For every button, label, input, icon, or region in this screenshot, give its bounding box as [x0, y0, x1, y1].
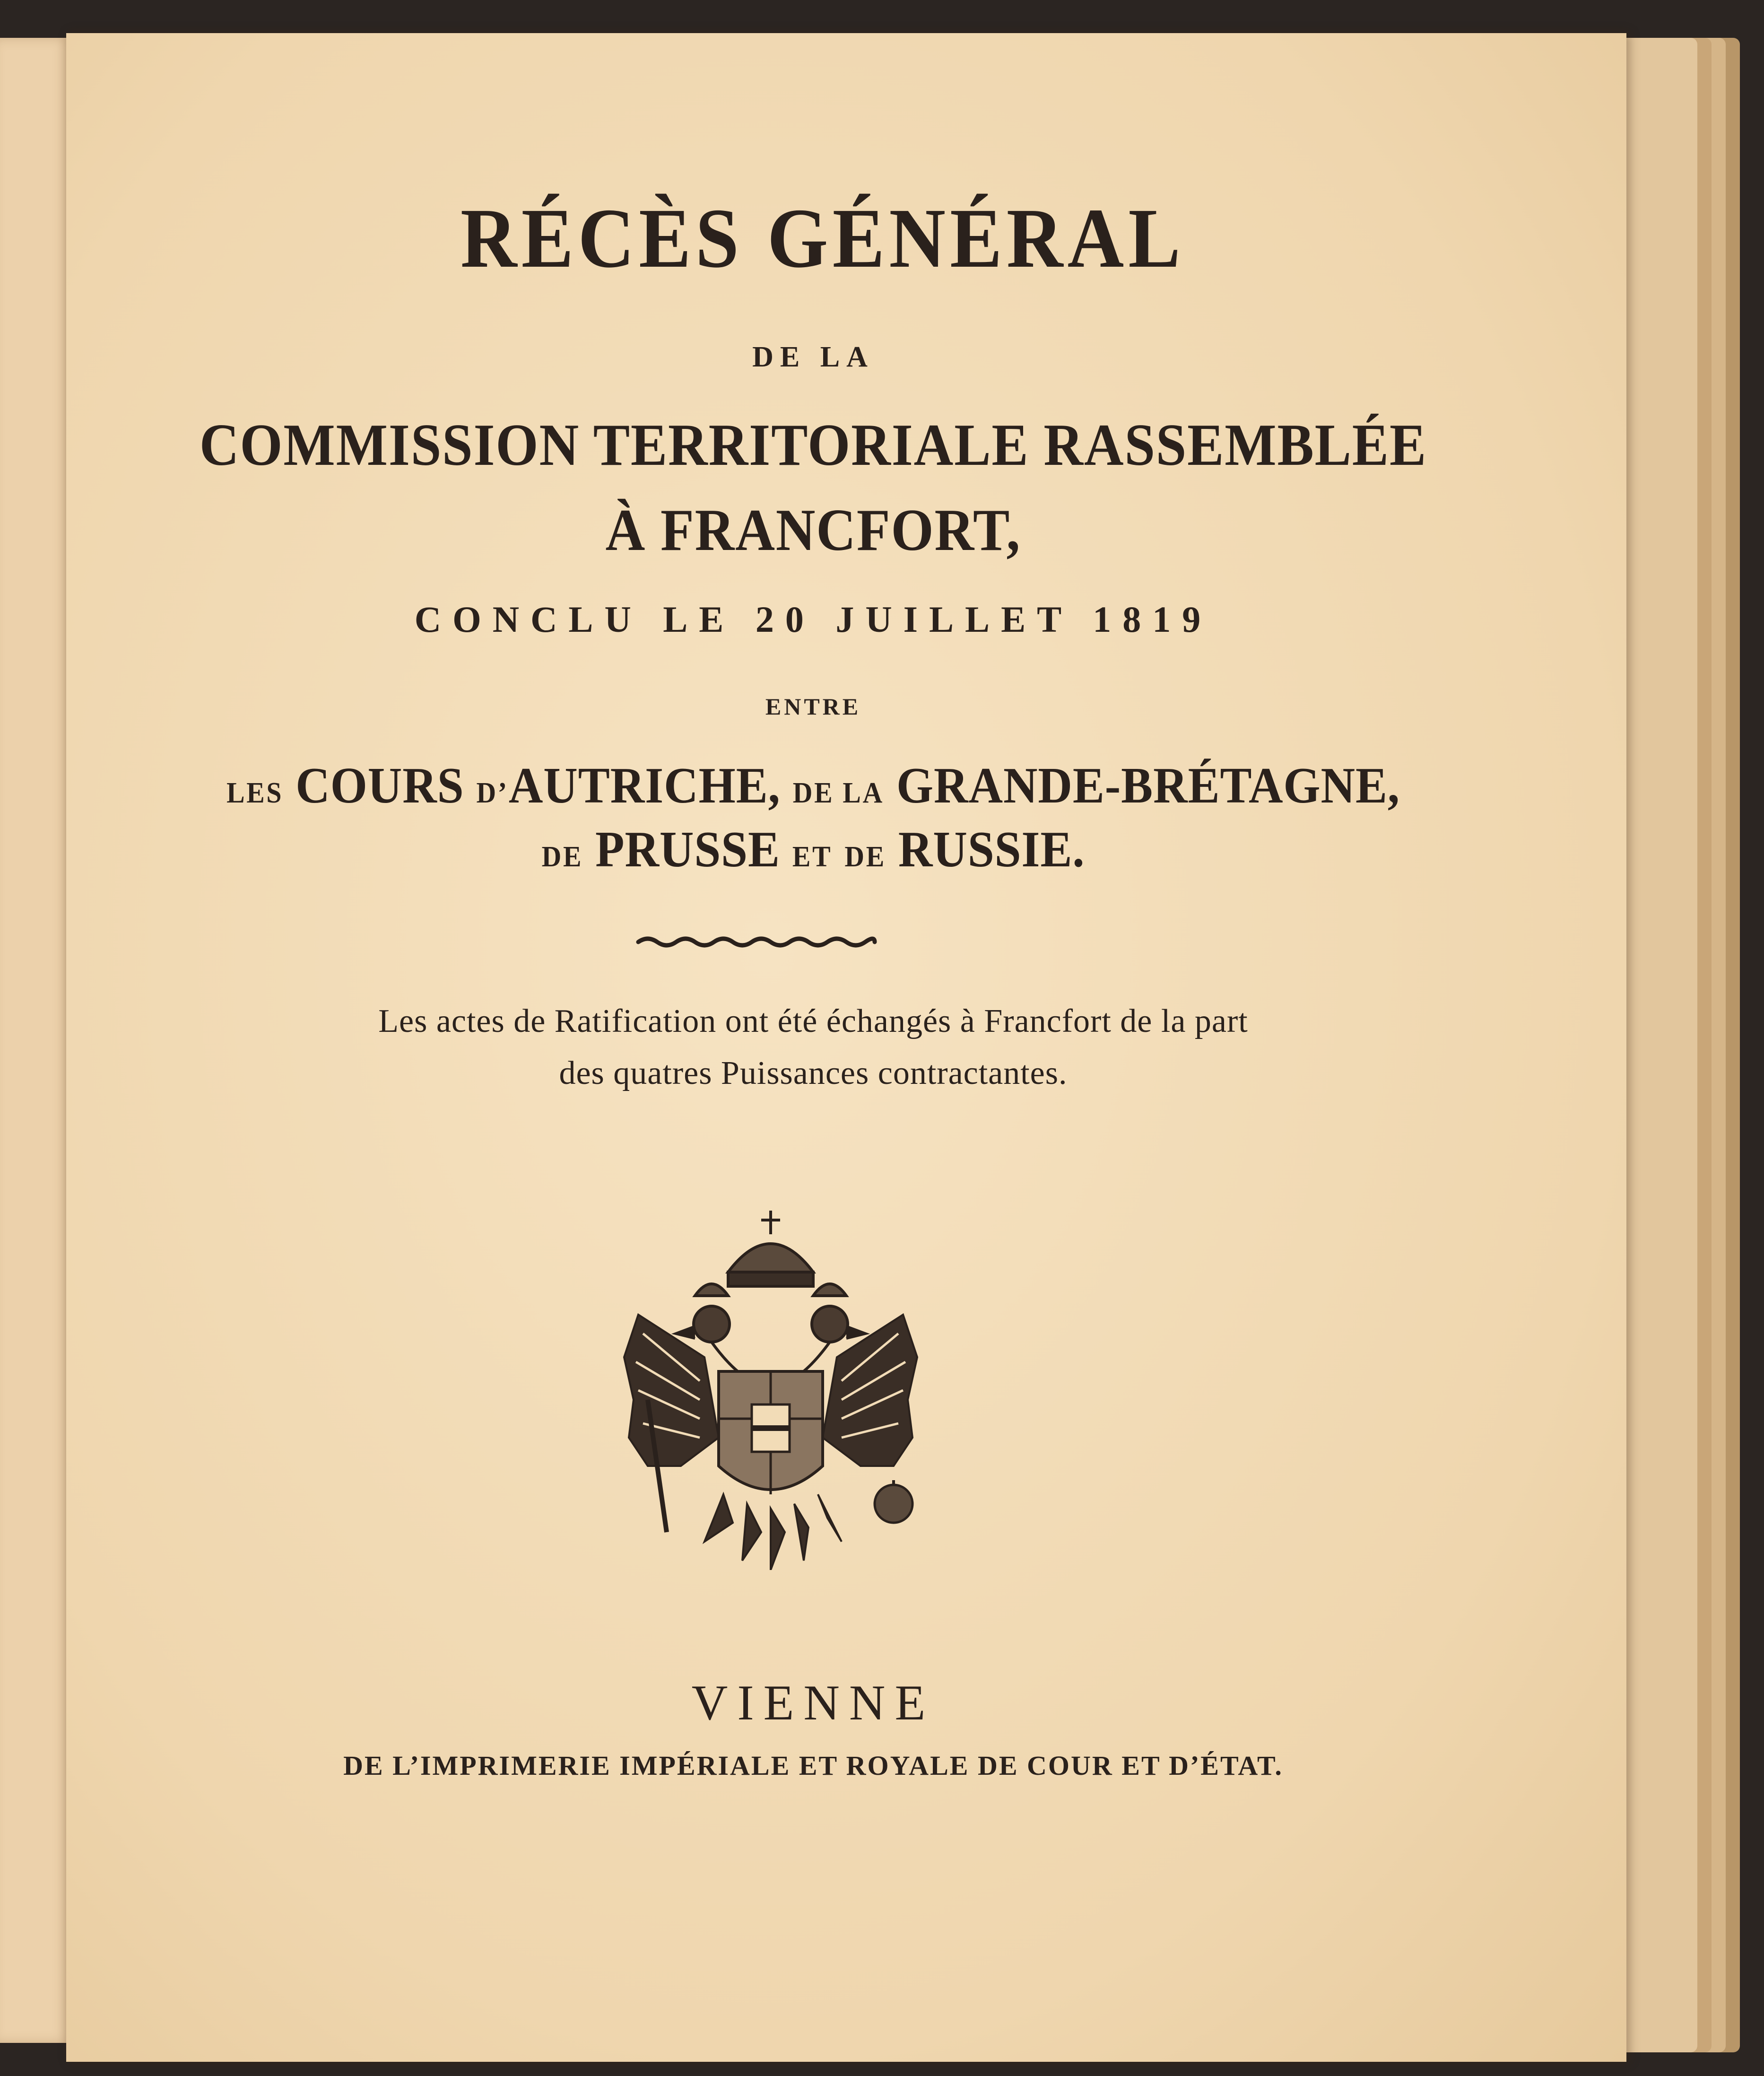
- courts-line-1: [119, 757, 1508, 815]
- document-title: RÉCÈS GÉNÉRAL: [460, 191, 1185, 285]
- word-et: ET: [792, 841, 833, 873]
- word-de: DE: [541, 841, 583, 873]
- printer-line: DE L’IMPRIMERIE IMPÉRIALE ET ROYALE DE COUR ET D’ÉTAT.: [343, 1750, 1283, 1781]
- title-page: [66, 33, 1626, 2062]
- ratification-line-1: Les actes de Ratification ont été échangés à Francfort de la part: [378, 1003, 1248, 1039]
- word-grande-bretagne: GRANDE-BRÉTAGNE,: [896, 758, 1400, 814]
- conclusion-date-line: CONCLU LE 20 JUILLET 1819: [414, 599, 1212, 640]
- word-les: LES: [226, 777, 284, 809]
- word-autriche: AUTRICHE,: [508, 758, 781, 814]
- word-d: D’: [476, 777, 509, 809]
- subtitle-de-la: DE LA: [752, 341, 874, 373]
- ratification-line-2: des quatres Puissances contractantes.: [559, 1055, 1068, 1091]
- commission-line: COMMISSION TERRITORIALE RASSEMBLÉE: [199, 412, 1427, 478]
- double-headed-eagle-icon: [610, 1201, 931, 1570]
- entre-label: ENTRE: [765, 693, 861, 720]
- word-de-la: DE LA: [792, 777, 884, 809]
- courts-line-2: [119, 820, 1508, 879]
- left-facing-page: [0, 38, 71, 2043]
- word-cours: COURS: [295, 758, 464, 814]
- francfort-line: À FRANCFORT,: [605, 497, 1021, 563]
- word-de: DE: [844, 841, 886, 873]
- word-russie: RUSSIE.: [898, 821, 1085, 878]
- wave-divider-ornament: [634, 932, 879, 951]
- word-prusse: PRUSSE: [595, 821, 780, 878]
- place-of-publication: VIENNE: [691, 1675, 935, 1730]
